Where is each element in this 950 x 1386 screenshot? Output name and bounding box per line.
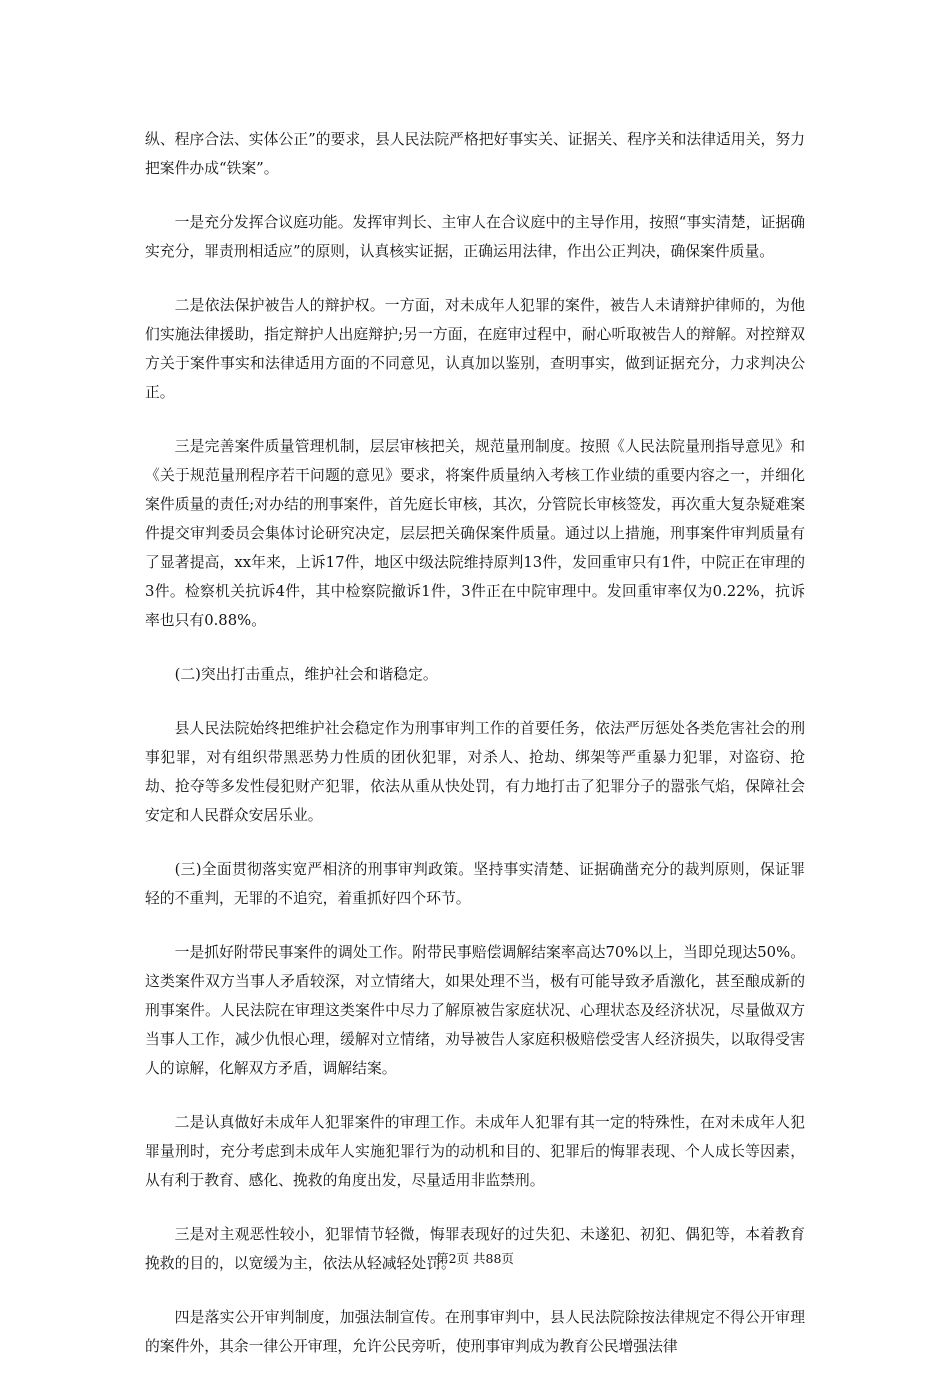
paragraph-10: 三是对主观恶性较小，犯罪情节轻微，悔罪表现好的过失犯、未遂犯、初犯、偶犯等，本着教育挽救的目的，以宽缓为主，依法从轻减轻处罚。 [145, 1226, 805, 1272]
paragraph-4: 三是完善案件质量管理机制，层层审核把关，规范量刑制度。按照《人民法院量刑指导意见》和《关于规范量刑程序若干问题的意见》要求，将案件质量纳入考核工作业绩的重要内容之一，并细化案件质量的责任;对办结的刑事案件，首先庭长审核，其次，分管院长审核签发，再次重大复杂疑难案件提交审判委员会集体讨论研究决定，层层把关确保案件质量。通过以上措施，刑事案件审判质量有了显著提高，xx年来，上诉17件，地区中级法院维持原判13件，发回重审只有1件，中院正在审理的3件。检察机关抗诉4件，其中检察院撤诉1件，3件正在中院审理中。发回重审率仅为0.22%，抗诉率也只有0.88%。 [145, 438, 805, 629]
section-heading-3: (三)全面贯彻落实宽严相济的刑事审判政策。坚持事实清楚、证据确凿充分的裁判原则，保证罪轻的不重判，无罪的不追究，着重抓好四个环节。 [145, 861, 805, 907]
paragraph-11: 四是落实公开审判制度，加强法制宣传。在刑事审判中，县人民法院除按法律规定不得公开审理的案件外，其余一律公开审理，允许公民旁听，使刑事审判成为教育公民增强法律 [145, 1309, 805, 1355]
paragraph-2: 一是充分发挥合议庭功能。发挥审判长、主审人在合议庭中的主导作用，按照“事实清楚，证据确实充分，罪责刑相适应”的原则，认真核实证据，正确运用法律，作出公正判决，确保案件质量。 [145, 214, 805, 260]
paragraph-3: 二是依法保护被告人的辩护权。一方面，对未成年人犯罪的案件，被告人未请辩护律师的，为他们实施法律援助，指定辩护人出庭辩护;另一方面，在庭审过程中，耐心听取被告人的辩解。对控辩双方关于案件事实和法律适用方面的不同意见，认真加以鉴别，查明事实，做到证据充分，力求判决公正。 [145, 297, 805, 401]
paragraph-1: 纵、程序合法、实体公正”的要求，县人民法院严格把好事实关、证据关、程序关和法律适用关，努力把案件办成“铁案”。 [145, 131, 805, 177]
page-number-footer: 第2页 共88页 [436, 1251, 514, 1266]
paragraph-8: 一是抓好附带民事案件的调处工作。附带民事赔偿调解结案率高达70%以上，当即兑现达50%。这类案件双方当事人矛盾较深，对立情绪大，如果处理不当，极有可能导致矛盾激化，甚至酿成新的刑事案件。人民法院在审理这类案件中尽力了解原被告家庭状况、心理状态及经济状况，尽量做双方当事人工作，减少仇恨心理，缓解对立情绪，劝导被告人家庭积极赔偿受害人经济损失，以取得受害人的谅解，化解双方矛盾，调解结案。 [145, 944, 805, 1077]
section-heading-2: (二)突出打击重点，维护社会和谐稳定。 [174, 666, 438, 683]
paragraph-6: 县人民法院始终把维护社会稳定作为刑事审判工作的首要任务，依法严厉惩处各类危害社会的刑事犯罪，对有组织带黑恶势力性质的团伙犯罪，对杀人、抢劫、绑架等严重暴力犯罪，对盗窃、抢劫、抢夺等多发性侵犯财产犯罪，依法从重从快处罚，有力地打击了犯罪分子的嚣张气焰，保障社会安定和人民群众安居乐业。 [145, 720, 805, 824]
paragraph-9: 二是认真做好未成年人犯罪案件的审理工作。未成年人犯罪有其一定的特殊性，在对未成年人犯罪量刑时，充分考虑到未成年人实施犯罪行为的动机和目的、犯罪后的悔罪表现、个人成长等因素，从有利于教育、感化、挽救的角度出发，尽量适用非监禁刑。 [145, 1114, 805, 1189]
document-body [145, 125, 805, 1386]
